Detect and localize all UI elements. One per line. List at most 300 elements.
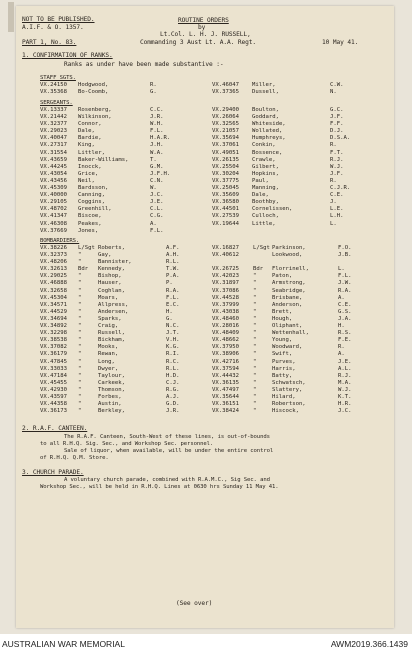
list-cell: Bardsson, xyxy=(78,185,109,192)
list-cell: " xyxy=(253,386,257,393)
list-cell: VX.13337 xyxy=(40,107,67,113)
list-cell: VX.48460 xyxy=(212,315,239,322)
list-cell: Conkin, xyxy=(252,142,276,149)
list-cell: Dussell, xyxy=(252,89,279,96)
list-cell: Rosenberg, xyxy=(78,107,112,113)
list-cell: VX.29400 xyxy=(212,107,239,113)
list-cell: Carkeek, xyxy=(98,379,125,386)
list-cell xyxy=(212,259,239,266)
section2-line1: The R.A.F. Canteen, South-West of these lines, is out-of-bounds xyxy=(64,434,270,440)
list-cell: VX.37594 xyxy=(212,365,239,372)
list-cell: Lookwood, xyxy=(272,252,303,259)
list-cell: J.A. xyxy=(338,315,352,322)
list-cell: Purves, xyxy=(272,358,296,365)
list-cell: VX.34892 xyxy=(40,323,67,330)
list-cell: Bishop, xyxy=(98,273,122,280)
list-cell: VX.26135 xyxy=(212,156,239,163)
list-cell: G. xyxy=(150,89,157,96)
list-cell: " xyxy=(78,330,82,337)
list-cell: VX.32613 xyxy=(40,266,67,273)
list-cell: C.C. xyxy=(150,107,164,113)
list-cell: G.M. xyxy=(150,163,164,170)
list-cell: " xyxy=(78,287,82,294)
list-cell: VX.38538 xyxy=(40,337,67,344)
list-cell: VX.44528 xyxy=(212,294,239,301)
list-cell: VX.29025 xyxy=(40,273,67,280)
list-cell: VX.37082 xyxy=(40,344,67,351)
list-cell: VX.38906 xyxy=(212,351,239,358)
list-cell: VX.36179 xyxy=(40,351,67,358)
list-cell: " xyxy=(253,408,257,415)
list-cell: VX.30204 xyxy=(212,170,239,177)
list-cell: J.C. xyxy=(150,192,164,199)
list-cell: Coggins, xyxy=(78,199,105,206)
list-cell: R.C. xyxy=(166,358,180,365)
list-cell: F.L. xyxy=(150,128,164,135)
list-cell: " xyxy=(253,379,257,386)
list-cell: F.O. xyxy=(338,245,352,251)
list-cell: F.T. xyxy=(330,149,344,156)
list-cell: VX.36580 xyxy=(212,199,239,206)
list-cell: VX.40047 xyxy=(40,135,67,142)
list-cell: Berkley, xyxy=(98,408,125,415)
list-cell: A. xyxy=(338,351,345,358)
list-cell: VX.45304 xyxy=(40,294,67,301)
list-cell: R.L. xyxy=(166,365,180,372)
list-cell: Culloch, xyxy=(252,213,279,220)
list-cell: " xyxy=(78,408,82,415)
list-cell: J.W. xyxy=(338,280,352,287)
sgt-right-nums xyxy=(212,107,239,235)
list-cell: VX.46308 xyxy=(40,220,67,227)
list-cell: VX.28016 xyxy=(212,323,239,330)
list-cell: " xyxy=(78,294,82,301)
list-cell: J.E. xyxy=(338,358,352,365)
list-cell: " xyxy=(253,315,257,322)
list-cell: Harris, xyxy=(272,365,296,372)
archive-footer xyxy=(0,634,412,653)
list-cell: H. xyxy=(166,308,173,315)
list-cell: H.A.R. xyxy=(150,135,171,142)
list-cell: King, xyxy=(78,142,95,149)
list-cell: Inocck, xyxy=(78,163,102,170)
list-cell: R. xyxy=(330,177,337,184)
list-cell: VX.46047 xyxy=(212,82,239,88)
list-cell: " xyxy=(253,301,257,308)
list-cell: Robertson, xyxy=(272,401,306,408)
list-cell: R. xyxy=(330,142,337,149)
list-cell: Jones, xyxy=(78,227,99,234)
list-cell: C.L. xyxy=(150,206,164,213)
list-cell: VX.43456 xyxy=(40,177,67,184)
list-cell: F.F. xyxy=(330,121,344,128)
list-cell: T.W. xyxy=(166,266,180,273)
list-cell: Whiteside, xyxy=(252,121,286,128)
bdr-left-rank xyxy=(78,245,95,415)
staff-right-names xyxy=(252,82,279,96)
list-cell: Hiscock, xyxy=(272,408,299,415)
list-cell: J.R. xyxy=(166,408,180,415)
list-cell: VX.27539 xyxy=(212,213,239,220)
list-cell: Anderson, xyxy=(272,301,303,308)
list-cell: Sparks, xyxy=(98,315,122,322)
list-cell: D.S.A. xyxy=(330,135,351,142)
list-cell: VX.40000 xyxy=(40,192,67,199)
list-cell: D.J. xyxy=(330,128,344,135)
list-cell: Taylour, xyxy=(98,372,125,379)
list-cell: VX.42023 xyxy=(212,273,239,280)
list-cell: Littler, xyxy=(78,149,105,156)
list-cell: Mooks, xyxy=(98,344,119,351)
list-cell: " xyxy=(253,273,257,280)
list-cell: R. xyxy=(150,82,157,88)
sergeants-heading: SERGEANTS. xyxy=(40,100,73,106)
list-cell: " xyxy=(253,365,257,372)
list-cell: VX.44358 xyxy=(40,401,67,408)
list-cell: V.H. xyxy=(166,337,180,344)
list-cell: Bo-Coomb, xyxy=(78,89,109,96)
list-cell: J.E. xyxy=(150,199,164,206)
list-cell: VX.43597 xyxy=(40,393,67,400)
list-cell: Bossence, xyxy=(252,149,283,156)
list-cell: Neil, xyxy=(78,177,95,184)
list-cell: R.A. xyxy=(166,287,180,294)
list-cell: C.J.R. xyxy=(330,185,351,192)
list-cell: VX.48206 xyxy=(40,259,67,266)
list-cell: VX.29023 xyxy=(40,128,67,135)
list-cell: VX.37061 xyxy=(212,142,239,149)
list-cell xyxy=(338,259,351,266)
list-cell: " xyxy=(78,280,82,287)
list-cell: VX.37999 xyxy=(212,301,239,308)
list-cell: VX.41347 xyxy=(40,213,67,220)
list-cell: W.H. xyxy=(150,121,164,128)
list-cell: C.E. xyxy=(338,301,352,308)
list-cell: VX.32298 xyxy=(40,330,67,337)
list-cell: VX.32565 xyxy=(212,121,239,128)
list-cell: VX.37669 xyxy=(40,227,67,234)
list-cell: VX.35368 xyxy=(40,89,67,96)
list-cell: A.F. xyxy=(166,245,180,251)
part-number: PART 1, No. 83. xyxy=(22,39,77,46)
list-cell: Biscoe, xyxy=(78,213,102,220)
list-cell xyxy=(330,228,350,235)
list-cell: Allpress, xyxy=(98,301,129,308)
list-cell: VX.37086 xyxy=(212,287,239,294)
list-cell: VX.40612 xyxy=(212,252,239,259)
list-cell: Hilard, xyxy=(272,393,296,400)
list-cell: VX.43054 xyxy=(40,170,67,177)
list-cell: VX.44529 xyxy=(40,308,67,315)
list-cell: Woodward, xyxy=(272,344,303,351)
list-cell: VX.26725 xyxy=(212,266,239,273)
list-cell: VX.24150 xyxy=(40,82,67,88)
list-cell: VX.35694 xyxy=(212,135,239,142)
list-cell xyxy=(253,252,270,259)
list-cell: VX.48409 xyxy=(212,330,239,337)
staff-left-names xyxy=(78,82,108,96)
list-cell: Forbes, xyxy=(98,393,122,400)
staff-sgts-heading: STAFF SGTS. xyxy=(40,75,76,81)
list-cell: Oliphant, xyxy=(272,323,303,330)
list-cell: VX.25045 xyxy=(212,185,239,192)
list-cell: C.W. xyxy=(330,82,344,88)
section2-heading: 2. R.A.F. CANTEEN. xyxy=(22,425,88,432)
list-cell: Baker-Williams, xyxy=(78,156,129,163)
sgt-left-nums xyxy=(40,107,67,235)
list-cell: VX.44432 xyxy=(212,372,239,379)
list-cell: Dale, xyxy=(78,128,95,135)
list-cell: VX.37950 xyxy=(212,344,239,351)
list-cell: K.T. xyxy=(338,393,352,400)
sgt-left-inits xyxy=(150,107,170,235)
section1-heading: 1. CONFIRMATION OF RANKS. xyxy=(22,52,113,59)
list-cell: A. xyxy=(150,220,157,227)
list-cell: K.G. xyxy=(166,344,180,351)
list-cell: VX.43038 xyxy=(212,308,239,315)
list-cell: L. xyxy=(338,266,345,273)
list-cell: VX.26064 xyxy=(212,114,239,121)
list-cell: Paton, xyxy=(272,273,293,280)
list-cell: Wettenhall, xyxy=(272,330,310,337)
list-cell: " xyxy=(78,315,82,322)
list-cell: Gilbert, xyxy=(252,163,279,170)
list-cell: VX.47845 xyxy=(40,358,67,365)
list-cell: " xyxy=(78,259,82,266)
bombardiers-heading: BOMBARDIERS. xyxy=(40,238,80,244)
list-cell: J.F.H. xyxy=(150,170,171,177)
section2-line2: to all R.H.Q. Sig. Sec., and Workshop Sec. personnel. xyxy=(40,441,214,447)
list-cell: H.R. xyxy=(338,401,352,408)
list-cell: " xyxy=(78,301,82,308)
header-line1: NOT TO BE PUBLISHED. xyxy=(22,16,95,23)
list-cell: L.E. xyxy=(330,206,344,213)
list-cell: R.L. xyxy=(166,259,180,266)
list-cell: VX.35644 xyxy=(212,393,239,400)
sgt-right-names xyxy=(252,107,292,235)
list-cell: Dwyer, xyxy=(98,365,119,372)
list-cell: " xyxy=(253,372,257,379)
list-cell: G.D. xyxy=(166,401,180,408)
list-cell xyxy=(212,228,239,235)
header-by: by xyxy=(198,24,206,31)
list-cell: Swift, xyxy=(272,351,293,358)
list-cell: L. xyxy=(330,220,337,227)
list-cell: " xyxy=(253,330,257,337)
list-cell: A.J. xyxy=(166,393,180,400)
list-cell: " xyxy=(78,393,82,400)
bdr-left-inits xyxy=(166,245,179,415)
list-cell: R.I. xyxy=(166,351,180,358)
list-cell: Armstrong, xyxy=(272,280,306,287)
binding-strip xyxy=(8,2,14,32)
order-date: 10 May 41. xyxy=(322,39,359,46)
list-cell: Goddard, xyxy=(252,114,279,121)
list-cell: " xyxy=(253,294,257,301)
list-cell: J.R. xyxy=(150,114,164,121)
list-cell: J.C. xyxy=(338,408,352,415)
list-cell: C.J. xyxy=(166,379,180,386)
list-cell: " xyxy=(253,280,257,287)
list-cell: L/Sgt xyxy=(78,245,95,251)
list-cell: " xyxy=(78,337,82,344)
list-cell: VX.36151 xyxy=(212,401,239,408)
list-cell: R.J. xyxy=(338,372,352,379)
list-cell: " xyxy=(78,372,82,379)
list-cell: N. xyxy=(330,89,337,96)
list-cell: VX.32658 xyxy=(40,287,67,294)
list-cell: VX.42716 xyxy=(212,358,239,365)
list-cell: Florrinell, xyxy=(272,266,310,273)
list-cell: G.S. xyxy=(338,308,352,315)
list-cell: VX.48662 xyxy=(212,337,239,344)
list-cell: VX.47497 xyxy=(212,386,239,393)
list-cell: VX.37775 xyxy=(212,177,239,184)
list-cell: W.J. xyxy=(330,163,344,170)
list-cell: " xyxy=(78,344,82,351)
list-cell: G.C. xyxy=(330,107,344,113)
bdr-right-rank xyxy=(253,245,270,415)
list-cell: VX.33033 xyxy=(40,365,67,372)
list-cell: " xyxy=(253,393,257,400)
list-cell: Humphreys, xyxy=(252,135,286,142)
list-cell: VX.48702 xyxy=(40,206,67,213)
list-cell: R. xyxy=(338,344,345,351)
bdr-left-nums xyxy=(40,245,67,415)
list-cell: Connor, xyxy=(78,121,102,128)
list-cell: VX.38226 xyxy=(40,245,67,251)
list-cell: C.E. xyxy=(330,192,344,199)
list-cell: VX.35609 xyxy=(212,192,239,199)
list-cell: Crawle, xyxy=(252,156,276,163)
list-cell: VX.29105 xyxy=(40,199,67,206)
list-cell: Little, xyxy=(252,220,276,227)
list-cell: Austin, xyxy=(98,401,122,408)
list-cell: VX.45309 xyxy=(40,185,67,192)
list-cell xyxy=(252,228,292,235)
list-cell: A.H. xyxy=(166,252,180,259)
list-cell: VX.46888 xyxy=(40,280,67,287)
list-cell: R.G. xyxy=(166,386,180,393)
list-cell: " xyxy=(253,358,257,365)
list-cell: Wollated, xyxy=(252,128,283,135)
list-cell: Thomson, xyxy=(98,386,125,393)
list-cell: R.A. xyxy=(338,287,352,294)
list-cell: " xyxy=(253,351,257,358)
list-cell: Rewan, xyxy=(98,351,119,358)
list-cell: Young, xyxy=(272,337,293,344)
list-cell: W.A. xyxy=(150,149,164,156)
list-cell: VX.27317 xyxy=(40,142,67,149)
list-cell: VX.38424 xyxy=(212,408,239,415)
list-cell: VX.31897 xyxy=(212,280,239,287)
list-cell: " xyxy=(253,323,257,330)
list-cell: Hauser, xyxy=(98,280,122,287)
list-cell: VX.21057 xyxy=(212,128,239,135)
list-cell: H. xyxy=(338,323,345,330)
list-cell: " xyxy=(253,401,257,408)
list-cell: Kennedy, xyxy=(98,266,125,273)
list-cell: VX.19644 xyxy=(212,220,239,227)
bdr-left-names xyxy=(98,245,132,415)
list-cell: F.L. xyxy=(150,227,164,234)
list-cell: " xyxy=(78,273,82,280)
list-cell: F.L. xyxy=(166,294,180,301)
list-cell: Miller, xyxy=(252,82,276,88)
list-cell: Hopkins, xyxy=(252,170,279,177)
list-cell: " xyxy=(253,337,257,344)
bdr-right-names xyxy=(272,245,309,415)
list-cell: Long, xyxy=(98,358,115,365)
list-cell: Bickham, xyxy=(98,337,125,344)
list-cell: Cornelissen, xyxy=(252,206,293,213)
list-cell: Russell, xyxy=(98,330,125,337)
list-cell: M.A. xyxy=(338,379,352,386)
staff-right-nums xyxy=(212,82,239,96)
section1-intro: Ranks as under have been made substantive :- xyxy=(64,61,224,68)
list-cell: A. xyxy=(338,294,345,301)
staff-left-nums xyxy=(40,82,67,96)
list-cell: W. xyxy=(150,185,157,192)
list-cell: VX.34571 xyxy=(40,301,67,308)
list-cell: VX.16827 xyxy=(212,245,239,251)
list-cell: VX.32377 xyxy=(40,121,67,128)
list-cell: " xyxy=(78,351,82,358)
list-cell: Slattery, xyxy=(272,386,303,393)
list-cell xyxy=(272,259,309,266)
list-cell: VX.36135 xyxy=(212,379,239,386)
list-cell: Andersen, xyxy=(98,308,129,315)
list-cell: Bdr xyxy=(78,266,89,273)
list-cell: Parkinson, xyxy=(272,245,306,251)
list-cell: P.A. xyxy=(166,273,180,280)
list-cell: VX.34694 xyxy=(40,315,67,322)
list-cell: Brisbane, xyxy=(272,294,303,301)
commander-name: Lt.Col. L. H. J. RUSSELL, xyxy=(160,31,251,38)
list-cell: " xyxy=(78,358,82,365)
list-cell: E.C. xyxy=(166,301,180,308)
list-cell: VX.49051 xyxy=(212,149,239,156)
commanding-line: Commanding 3 Aust Lt. A.A. Regt. xyxy=(140,39,257,46)
list-cell: Dale, xyxy=(252,192,269,199)
list-cell: " xyxy=(253,287,257,294)
list-cell: " xyxy=(78,323,82,330)
list-cell: " xyxy=(78,365,82,372)
section2-line3: Sale of liquor, when available, will be under the entire control xyxy=(64,448,274,454)
list-cell: A.L. xyxy=(338,365,352,372)
list-cell: W.J. xyxy=(338,386,352,393)
list-cell: " xyxy=(78,379,82,386)
list-cell: " xyxy=(253,308,257,315)
list-cell: R.S. xyxy=(338,330,352,337)
list-cell: Moars, xyxy=(98,294,119,301)
list-cell: Greenhill, xyxy=(78,206,112,213)
list-cell: " xyxy=(78,401,82,408)
list-cell: T. xyxy=(150,156,157,163)
list-cell: Wilkinson, xyxy=(78,114,112,121)
list-cell: Manning, xyxy=(252,185,279,192)
list-cell: N.C. xyxy=(166,323,180,330)
list-cell: " xyxy=(78,252,82,259)
list-cell: Hough, xyxy=(272,315,293,322)
list-cell: VX.36173 xyxy=(40,408,67,415)
list-cell: Paul, xyxy=(252,177,269,184)
list-cell: Coghlan, xyxy=(98,287,125,294)
list-cell: VX.44501 xyxy=(212,206,239,213)
list-cell: F.E. xyxy=(338,337,352,344)
list-cell xyxy=(253,259,270,266)
list-cell: Hodgwood, xyxy=(78,82,109,88)
